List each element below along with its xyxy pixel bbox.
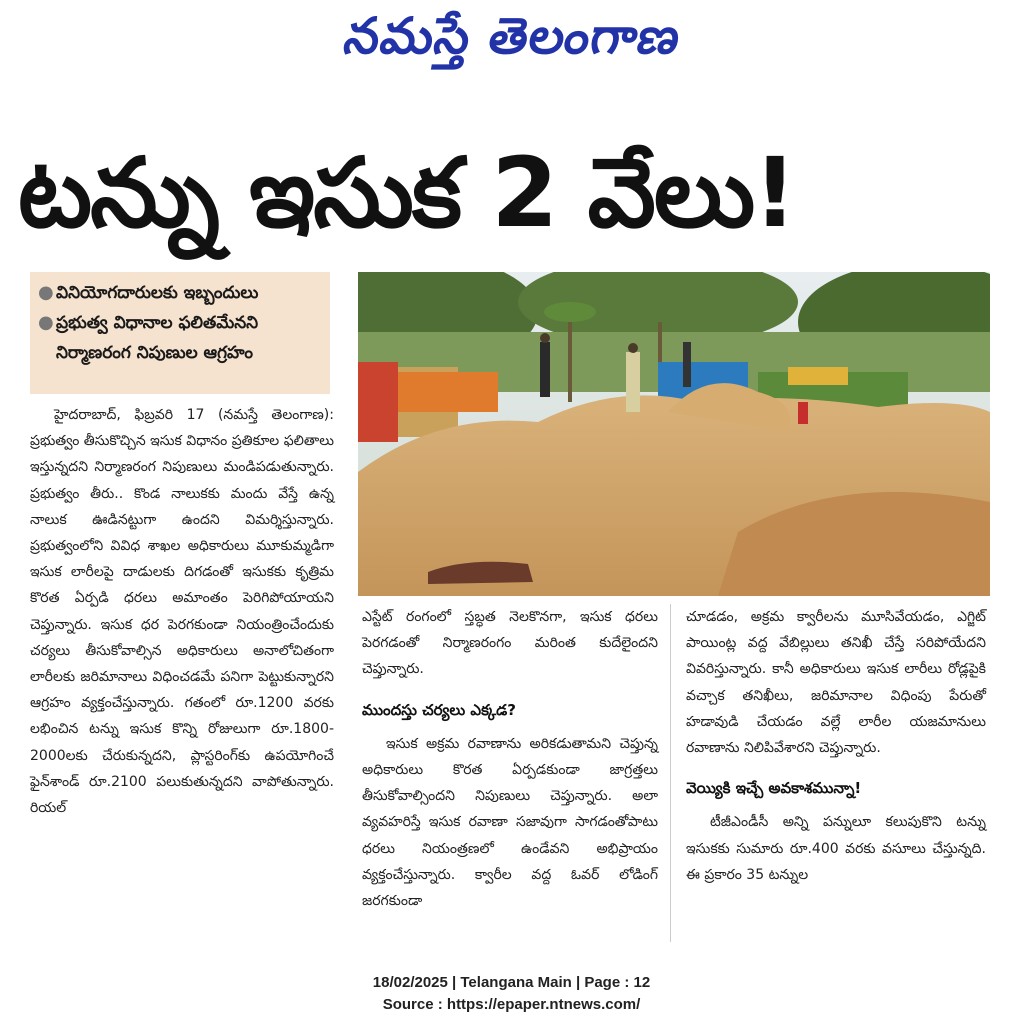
- section-subheading: ముందస్తు చర్యలు ఎక్కడ?: [362, 700, 516, 719]
- subheads-box: [30, 272, 330, 394]
- headline: టన్ను ఇసుక 2 వేలు!: [18, 137, 795, 249]
- article-paragraph: ఇసుక అక్రమ రవాణాను అరికడుతామని చెప్తున్న అధికారులు కొరత ఏర్పడకుండా జాగ్రత్తలు తీసుకోవాల్సిందని నిపుణులు చెప్తున్నారు. అలా వ్యవహరిస్తే ఇసుక రవాణా సజావుగా సాగడంతోపాటు ధరలు నియంత్రణలో ఉండేవని అభిప్రాయం వ్యక్తంచేస్తున్నారు. క్వారీల వద్ద ఓవర్ లోడింగ్ జరగకుండా: [362, 735, 658, 910]
- footer-source-line: Source : https://epaper.ntnews.com/: [382, 996, 641, 1013]
- article-column-3: [686, 604, 986, 888]
- article-paragraph: ఎస్టేట్ రంగంలో స్తబ్ధత నెలకొనగా, ఇసుక ధరలు పెరగడంతో నిర్మాణరంగం మరింత కుదేలైందని చెప్తున్నారు.: [362, 609, 658, 678]
- page-footer: [0, 972, 1023, 1016]
- masthead: [0, 0, 1023, 78]
- article-column-1: [30, 402, 334, 821]
- article-photo: [358, 272, 990, 596]
- article-column-2: [362, 604, 658, 914]
- article-paragraph: టీజీఎండీసీ అన్ని పన్నులూ కలుపుకొని టన్ను ఇసుకకు సుమారు రూ.400 వరకు వసూలు చేస్తున్నది. ఈ ప్రకారం 35 టన్నుల: [686, 814, 986, 883]
- article-paragraph: చూడడం, అక్రమ క్వారీలను మూసివేయడం, ఎగ్జిట్ పాయింట్ల వద్ద వేబిల్లులు తనిఖీ చేస్తే సరిపోయేదని వివరిస్తున్నారు. కానీ అధికారులు ఇసుక లారీలు రోడ్లపైకి వచ్చాక తనిఖీలు, జరిమానాల విధింపు పేరుతో హడావుడి చేయడం వల్లే లారీల యజమానులు రవాణాను నిలిపివేశారని చెప్తున్నారు.: [686, 609, 986, 757]
- photo-illustration: [358, 272, 990, 596]
- column-divider: [670, 604, 671, 942]
- subhead-text: వినియోగదారులకు ఇబ్బందులు: [56, 283, 259, 303]
- masthead-title: నమస్తే తెలంగాణ: [339, 6, 686, 65]
- footer-date-line: 18/02/2025 | Telangana Main | Page : 12: [372, 974, 651, 991]
- subhead-text: ప్రభుత్వ విధానాల ఫలితమేనని నిర్మాణరంగ నిపుణుల ఆగ్రహం: [56, 313, 259, 363]
- article-paragraph: హైదరాబాద్, ఫిబ్రవరి 17 (నమస్తే తెలంగాణ): ప్రభుత్వం తీసుకొచ్చిన ఇసుక విధానం ప్రతికూల ఫలితాలు ఇస్తున్నదని నిర్మాణరంగ నిపుణులు మండిపడుతున్నారు. ప్రభుత్వం తీరు.. కొండ నాలుకకు మందు వేస్తే ఉన్న నాలుక ఊడినట్టుగా ఉందని విమర్శిస్తున్నారు. ప్రభుత్వంలోని వివిధ శాఖల అధికారులు మూకుమ్మడిగా ఇసుక లారీలపై దాడులకు దిగడంతో ఇసుకకు కృత్రిమ కొరత ఏర్పడి ధరలు అమాంతం పెరిగిపోయాయని చెప్తున్నారు. ఇసుక ధర పెరగకుండా నియంత్రించేందుకు చర్యలు తీసుకోవాల్సిన అధికారులు అనాలోచితంగా లారీలకు జరిమానాలు విధించడమే పనిగా పెట్టుకున్నారని ఆగ్రహం వ్యక్తంచేస్తున్నారు. గతంలో రూ.1200 వరకు లభించిన టన్ను ఇసుక కొన్ని రోజులుగా రూ.1800-2000లకు చేరుకున్నదని, ప్లాస్టరింగ్‌కు ఉపయోగించే ఫైన్‌శాండ్ రూ.2100 పలుకుతున్నదని వాపోతున్నారు. రియల్: [30, 407, 334, 817]
- subhead-item: [38, 308, 324, 368]
- bullet-icon: ●: [38, 282, 54, 303]
- bullet-icon: ●: [38, 312, 54, 333]
- section-subheading: వెయ్యికి ఇచ్చే అవకాశమున్నా!: [686, 779, 862, 798]
- subhead-item: [38, 278, 324, 308]
